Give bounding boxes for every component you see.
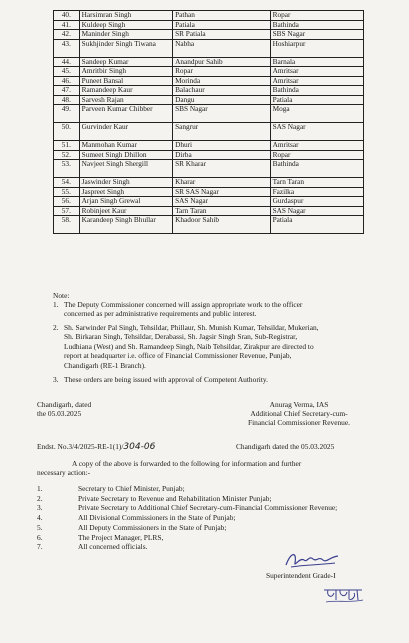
officer-name: Maninder Singh: [79, 30, 172, 40]
posted-to: Ropar: [270, 150, 363, 160]
transfer-table: [53, 10, 364, 234]
officer-name: Robinjeet Kaur: [79, 206, 172, 216]
officer-name: Sukhjinder Singh Tiwana: [79, 39, 172, 57]
table-row: [54, 197, 364, 207]
posted-to: Patiala: [270, 216, 363, 234]
row-number: 46.: [54, 76, 80, 86]
endorsement-date: Chandigarh dated the 05.03.2025: [236, 442, 335, 451]
row-number: 45.: [54, 67, 80, 77]
posted-from: Dhuri: [173, 141, 271, 151]
officer-name: Parveen Kumar Chibber: [79, 105, 172, 123]
recipient-list: [37, 484, 387, 552]
list-item: [37, 484, 387, 494]
officer-name: Gurvinder Kaur: [79, 123, 172, 141]
list-item-text: The Project Manager, PLRS,: [78, 532, 164, 542]
note-item-2: 2. Sh. Sarwinder Pal Singh, Tehsildar, Phillaur, Sh. Munish Kumar, Tehsildar, Mukerian, Sh. Birkaran Singh, Tehsildar, Derabassi, Sh. Jagsir Singh Sran, Sub-Registrar, Ludhiana (West) and Sh. Ramandeep Singh, Naib Tehsildar, Zirakpur are directed to report at headquarter i.e. office of Financial Commissioner Revenue, Punjab, Chandigarh (RE-1 Branch).: [53, 323, 319, 370]
table-row: [54, 206, 364, 216]
posted-to: Hoshiarpur: [270, 39, 363, 57]
posted-from: Nabha: [173, 39, 271, 57]
posted-to: Amritsar: [270, 76, 363, 86]
row-number: 40.: [54, 11, 80, 21]
signatory-name: Anurag Verma, IAS: [269, 400, 329, 409]
posted-from: Morinda: [173, 76, 271, 86]
row-number: 57.: [54, 206, 80, 216]
place-line: Chandigarh, dated: [37, 400, 92, 409]
posted-from: Kharar: [173, 178, 271, 188]
posted-to: Patiala: [270, 95, 363, 105]
list-item: [37, 513, 387, 523]
table-row: [54, 76, 364, 86]
list-item-number: 6.: [37, 532, 43, 542]
table-row: [54, 187, 364, 197]
table-row: [54, 95, 364, 105]
posted-from: Patiala: [173, 20, 271, 30]
posted-to: Bathinda: [270, 86, 363, 96]
posted-from: Anandpur Sahib: [173, 57, 271, 67]
posted-to: Bathinda: [270, 20, 363, 30]
row-number: 48.: [54, 95, 80, 105]
posted-from: Khadoor Sahib: [173, 216, 271, 234]
list-item-number: 3.: [37, 503, 43, 513]
list-item-text: All Divisional Commissioners in the State of Punjab;: [78, 513, 236, 523]
list-item-number: 4.: [37, 513, 43, 523]
officer-name: Arjan Singh Grewal: [79, 197, 172, 207]
row-number: 43.: [54, 39, 80, 57]
list-item-number: 7.: [37, 542, 43, 552]
row-number: 52.: [54, 150, 80, 160]
row-number: 50.: [54, 123, 80, 141]
table-row: [54, 123, 364, 141]
table-row: [54, 11, 364, 21]
posted-from: SR Kharar: [173, 160, 271, 178]
posted-to: Moga: [270, 105, 363, 123]
endorsement-number: Endst. No.3/4/2025-RE-1(1)/304-06: [37, 442, 156, 452]
list-item-text: Private Secretary to Additional Chief Secretary-cum-Financial Commissioner Revenue;: [78, 503, 338, 513]
posted-to: Ropar: [270, 11, 363, 21]
posted-to: Barnala: [270, 57, 363, 67]
table-row: [54, 178, 364, 188]
handwritten-number: 304-06: [123, 442, 156, 452]
row-number: 49.: [54, 105, 80, 123]
table-row: [54, 141, 364, 151]
row-number: 54.: [54, 178, 80, 188]
officer-name: Sandeep Kumar: [79, 57, 172, 67]
list-item: [37, 533, 387, 543]
posted-from: Balachaur: [173, 86, 271, 96]
list-item: [37, 523, 387, 533]
row-number: 41.: [54, 20, 80, 30]
list-item: [37, 503, 387, 513]
row-number: 47.: [54, 86, 80, 96]
posted-to: Fazilka: [270, 187, 363, 197]
officer-name: Navjeet Singh Shergill: [79, 160, 172, 178]
row-number: 58.: [54, 216, 80, 234]
posted-from: Tarn Taran: [173, 206, 271, 216]
superintendent-designation: Superintendent Grade-I: [266, 571, 336, 580]
table-row: [54, 150, 364, 160]
posted-from: Pathan: [173, 11, 271, 21]
handwritten-initials: [322, 584, 366, 604]
posted-to: SAS Nagar: [270, 123, 363, 141]
table-row: [54, 20, 364, 30]
posted-from: Dirba: [173, 150, 271, 160]
list-item-text: Private Secretary to Revenue and Rehabilitation Minister Punjab;: [78, 493, 272, 503]
list-item-number: 2.: [37, 493, 43, 503]
row-number: 56.: [54, 197, 80, 207]
posted-from: Dangu: [173, 95, 271, 105]
posted-to: SAS Nagar: [270, 206, 363, 216]
posted-from: Sangrur: [173, 123, 271, 141]
officer-name: Jaspreet Singh: [79, 187, 172, 197]
list-item-text: All concerned officials.: [78, 542, 148, 552]
note-item-1: 1. The Deputy Commissioner concerned will assign appropriate work to the officer concerned as per administrative requirements and public interest.: [53, 300, 303, 319]
posted-from: SR Patiala: [173, 30, 271, 40]
table-row: [54, 67, 364, 77]
list-item-number: 5.: [37, 522, 43, 532]
signatory-title-1: Additional Chief Secretary-cum-: [250, 409, 348, 418]
list-item-number: 1.: [37, 484, 43, 493]
list-item: [37, 494, 387, 504]
officer-name: Sumeet Singh Dhillon: [79, 150, 172, 160]
posted-from: SAS Nagar: [173, 197, 271, 207]
officer-name: Jaswinder Singh: [79, 178, 172, 188]
list-item-text: Secretary to Chief Minister, Punjab;: [78, 484, 185, 493]
officer-name: Manmohan Kumar: [79, 141, 172, 151]
copy-text-line-2: necessary action:-: [37, 468, 91, 477]
table-row: [54, 57, 364, 67]
officer-name: Karandeep Singh Bhullar: [79, 216, 172, 234]
table-row: [54, 39, 364, 57]
posted-to: Gurdaspur: [270, 197, 363, 207]
officer-name: Sarvesh Rajan: [79, 95, 172, 105]
signatory-title-2: Financial Commissioner Revenue.: [247, 418, 350, 427]
row-number: 53.: [54, 160, 80, 178]
officer-name: Puneet Bansal: [79, 76, 172, 86]
copy-text-line-1: A copy of the above is forwarded to the following for information and further: [72, 459, 302, 468]
posted-from: Ropar: [173, 67, 271, 77]
posted-to: Tarn Taran: [270, 178, 363, 188]
posted-to: SBS Nagar: [270, 30, 363, 40]
note-item-3: 3. These orders are being issued with approval of Competent Authority.: [53, 375, 268, 384]
posted-to: Bathinda: [270, 160, 363, 178]
row-number: 44.: [54, 57, 80, 67]
posted-from: SBS Nagar: [173, 105, 271, 123]
dated-line: the 05.03.2025: [37, 409, 82, 418]
officer-name: Harsimran Singh: [79, 11, 172, 21]
posted-to: Amritsar: [270, 67, 363, 77]
note-title: Note:: [53, 291, 70, 300]
posted-from: SR SAS Nagar: [173, 187, 271, 197]
list-item-text: All Deputy Commissioners in the State of Punjab;: [78, 522, 227, 532]
officer-name: Amritbir Singh: [79, 67, 172, 77]
row-number: 42.: [54, 30, 80, 40]
table-row: [54, 86, 364, 96]
table-row: [54, 105, 364, 123]
row-number: 55.: [54, 187, 80, 197]
handwritten-signature: [283, 548, 343, 570]
officer-name: Ramandeep Kaur: [79, 86, 172, 96]
posted-to: Amritsar: [270, 141, 363, 151]
table-row: [54, 160, 364, 178]
table-row: [54, 30, 364, 40]
row-number: 51.: [54, 141, 80, 151]
table-row: [54, 216, 364, 234]
officer-name: Kuldeep Singh: [79, 20, 172, 30]
